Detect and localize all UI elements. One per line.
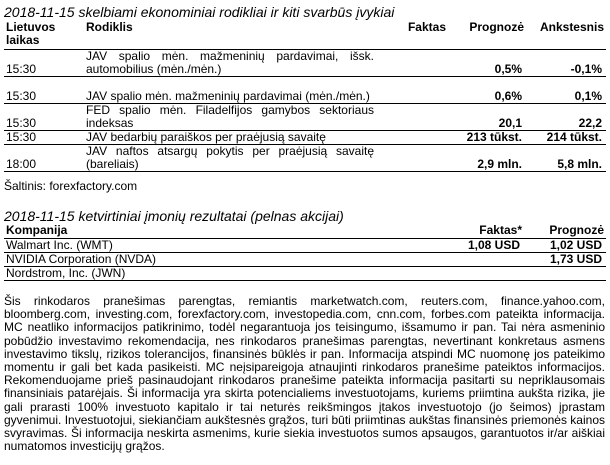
table-row xyxy=(4,49,606,76)
row-indicator: JAV spalio mėn. mažmeninių pardavimai, išsk. automobilius (mėn./mėn.) xyxy=(86,48,374,76)
row-forecast: 0,5% xyxy=(448,49,526,76)
row-previous: 22,2 xyxy=(526,103,606,130)
row-previous: -0,1% xyxy=(526,49,606,76)
row-indicator: JAV naftos atsargų pokytis per praėjusią savaitę (bareliais) xyxy=(86,143,374,171)
row-actual xyxy=(376,144,448,171)
row-earnings-actual: 1,08 USD xyxy=(442,238,524,252)
row-time: 18:00 xyxy=(4,144,84,171)
header-actual: Faktas xyxy=(376,21,448,49)
disclaimer-text: Šis rinkodaros pranešimas parengtas, remiantis marketwatch.com, reuters.com, finance.yahoo.com, bloomberg.com, investing.com, forexfactory.com, investopedia.com, cnn.com, forbes.com pateikta informacija. MC neatliko informacijos patikrinimo, todėl negarantuoja jos teisingumo, išsamumo ir pan. Tai nėra asmeninio pobūdžio investavimo rekomendacija, nes rinkodaros pranešimas parengtas, nevertinant konkretaus asmens investavimo tikslų, rizikos tolerancijos, finansinės būklės ir pan. Informacija atspindi MC nuomonę jos pateikimo momentu ir gali bet kada pasikeisti. MC neįsipareigoja atnaujinti rinkodaros pranešime pateiktos informacijos. Rekomenduojame prieš pasinaudojant rinkodaros pranešime pateikta informacija pasitarti su nepriklausomais finansiniais patarėjais. Ši informacija yra skirta potencialiems investuotojams, kuriems priimtina aukšta rizika, jie gali prarasti 100% investuoto kapitalo ir tai neturės reikšmingos įtakos investuotojo (jo šeimos) įprastam gyvenimui. Investuotojui, siekiančiam aukštesnės grąžos, turi būti priimtinas aukštas finansinės priemonės kainos svyravimas. Ši informacija neskirta asmenims, kurie siekia investuotos sumos apsaugos, garantuotos ir/ar aiškiai numatomos investicijų grąžos. xyxy=(4,294,605,454)
economic-indicators-table xyxy=(4,21,606,172)
economic-indicators-title: 2018-11-15 skelbiami ekonominiai rodikliai ir kiti svarbūs įvykiai xyxy=(4,4,395,20)
table-row xyxy=(4,103,606,130)
row-forecast: 213 tūkst. xyxy=(448,130,526,144)
row-actual xyxy=(376,49,448,76)
row-forecast: 0,6% xyxy=(448,76,526,103)
header-previous: Ankstesnis xyxy=(526,21,606,49)
row-earnings-actual xyxy=(442,266,524,280)
row-indicator: JAV bedarbių paraiškos per praėjusią savaitę xyxy=(84,130,376,144)
header-indicator: Rodiklis xyxy=(84,21,376,49)
row-previous: 0,1% xyxy=(526,76,606,103)
table-row xyxy=(4,252,606,266)
row-company: Nordstrom, Inc. (JWN) xyxy=(4,266,442,280)
header-earnings-actual: Faktas* xyxy=(442,224,524,238)
table-row xyxy=(4,130,606,144)
source-note: Šaltinis: forexfactory.com xyxy=(4,179,138,193)
table-row xyxy=(4,266,606,280)
row-actual xyxy=(376,76,448,103)
row-earnings-forecast xyxy=(524,266,606,280)
row-forecast: 20,1 xyxy=(448,103,526,130)
row-earnings-forecast: 1,73 USD xyxy=(524,252,606,266)
row-earnings-forecast: 1,02 USD xyxy=(524,238,606,252)
earnings-table xyxy=(4,224,606,281)
table-row xyxy=(4,144,606,171)
table-row xyxy=(4,76,606,103)
header-time: Lietuvos laikas xyxy=(4,21,84,49)
row-company: Walmart Inc. (WMT) xyxy=(4,238,442,252)
header-company: Kompanija xyxy=(4,224,442,238)
row-previous: 5,8 mln. xyxy=(526,144,606,171)
row-time: 15:30 xyxy=(4,130,84,144)
row-actual xyxy=(376,130,448,144)
row-time: 15:30 xyxy=(4,76,84,103)
table-row xyxy=(4,238,606,252)
row-time: 15:30 xyxy=(4,49,84,76)
row-indicator: JAV spalio mėn. mažmeninių pardavimai (mėn./mėn.) xyxy=(84,76,376,103)
row-actual xyxy=(376,103,448,130)
row-indicator: FED spalio mėn. Filadelfijos gamybos sektoriaus indeksas xyxy=(86,102,374,130)
row-time: 15:30 xyxy=(4,103,84,130)
row-previous: 214 tūkst. xyxy=(526,130,606,144)
earnings-title: 2018-11-15 ketvirtiniai įmonių rezultatai (pelnas akcijai) xyxy=(4,208,344,224)
header-forecast: Prognozė xyxy=(448,21,526,49)
row-earnings-actual xyxy=(442,252,524,266)
row-forecast: 2,9 mln. xyxy=(448,144,526,171)
row-company: NVIDIA Corporation (NVDA) xyxy=(4,252,442,266)
header-earnings-forecast: Prognozė xyxy=(524,224,606,238)
